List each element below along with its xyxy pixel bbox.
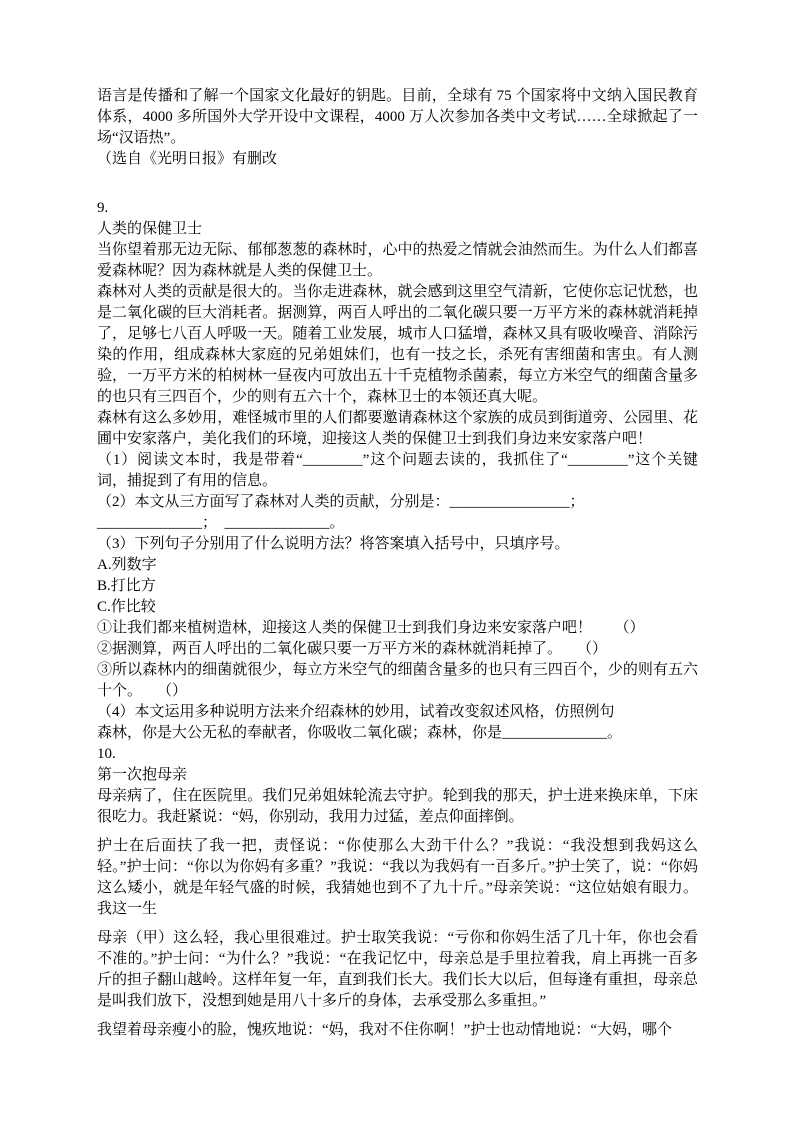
passage-paragraph: 当你望着那无边无际、郁郁葱葱的森林时，心中的热爱之情就会油然而生。为什么人们都喜爱森林呢？因为森林就是人类的保健卫士。 [97,242,698,279]
numbered-item: ③所以森林内的细菌就很少，每立方米空气的细菌含量多的也只有三四百个，少的则有五六十个。 （） [97,662,698,699]
numbered-item: ①让我们都来植树造林，迎接这人类的保健卫士到我们身边来安家落户吧！ （） [97,620,645,636]
option: B.打比方 [97,578,156,594]
numbered-item: ②据测算，两百人呼出的二氧化碳只要一万平方米的森林就消耗掉了。 （） [97,641,608,657]
question: （2）本文从三方面写了森林对人类的贡献，分别是：________________； [97,494,585,510]
question-number: 9. [97,200,109,216]
blank-space [97,170,698,198]
intro-paragraph: 语言是传播和了解一个国家文化最好的钥匙。目前，全球有 75 个国家将中文纳入国民教育体系，4000 多所国外大学开设中文课程，4000 万人次参加各类中文考试……全球掀起了一场“汉语热”。 [97,88,698,146]
example-sentence: 森林，你是大公无私的奉献者，你吸收二氧化碳；森林，你是______________。 [97,725,623,741]
passage-title: 人类的保健卫士 [97,221,203,237]
document-body [97,86,698,1041]
passage-paragraph: 护士在后面扶了我一把，责怪说：“你使那么大劲干什么？”我说：“我没想到我妈这么轻。”护士问：“你以为你妈有多重？”我说：“我以为我妈有一百多斤。”护士笑了，说：“你妈这么矮小，就是年轻气盛的时候，我猜她也到不了九十斤。”母亲笑说：“这位姑娘有眼力。我这一生 [97,838,698,917]
passage-paragraph: 母亲病了，住在医院里。我们兄弟姐妹轮流去守护。轮到我的那天，护士进来换床单，下床很吃力。我赶紧说：“妈，你别动，我用力过猛，差点仰面摔倒。 [97,788,698,825]
question-number: 10. [97,746,116,762]
passage-paragraph: 森林对人类的贡献是很大的。当你走进森林，就会感到这里空气清新，它使你忘记忧愁，也是二氧化碳的巨大消耗者。据测算，两百人呼出的二氧化碳只要一万平方米的森林就消耗掉了，足够七八百人呼吸一天。随着工业发展，城市人口猛增，森林又具有吸收噪音、消除污染的作用，组成森林大家庭的兄弟姐妹们，也有一技之长，杀死有害细菌和害虫。有人测验，一万平方米的柏树林一昼夜内可放出五十千克植物杀菌素，每立方米空气的细菌含量多的也只有三四百个，少的则有五六十个，森林卫士的本领还真大呢。 [97,284,698,405]
passage-paragraph: 我望着母亲瘦小的脸，愧疚地说：“妈，我对不住你啊！”护士也动情地说：“大妈，哪个 [97,1022,672,1038]
option: A.列数字 [97,557,157,573]
question: （1）阅读文本时，我是带着“________”这个问题去读的，我抓住了“________”这个关键词，捕捉到了有用的信息。 [97,452,698,489]
passage-title: 第一次抱母亲 [97,767,188,783]
question-continuation: ______________； ______________。 [97,515,345,531]
option: C.作比较 [97,599,156,615]
source-attribution: （选自《光明日报》有删改 [97,151,278,167]
passage-paragraph: 母亲（甲）这么轻，我心里很难过。护士取笑我说：“亏你和你妈生活了几十年，你也会看不准的。”护士问：“为什么？”我说：“在我记忆中，母亲总是手里拉着我，肩上再挑一百多斤的担子翻山越岭。这样年复一年，直到我们长大。我们长大以后，但每逢有重担，母亲总是叫我们放下，没想到她是用八十多斤的身体，去承受那么多重担。” [97,930,698,1009]
question: （3）下列句子分别用了什么说明方法？将答案填入括号中，只填序号。 [97,536,570,552]
question: （4）本文运用多种说明方法来介绍森林的妙用，试着改变叙述风格，仿照例句 [97,704,615,720]
passage-paragraph: 森林有这么多妙用，难怪城市里的人们都要邀请森林这个家族的成员到街道旁、公园里、花圃中安家落户，美化我们的环境，迎接这人类的保健卫士到我们身边来安家落户吧！ [97,410,698,447]
